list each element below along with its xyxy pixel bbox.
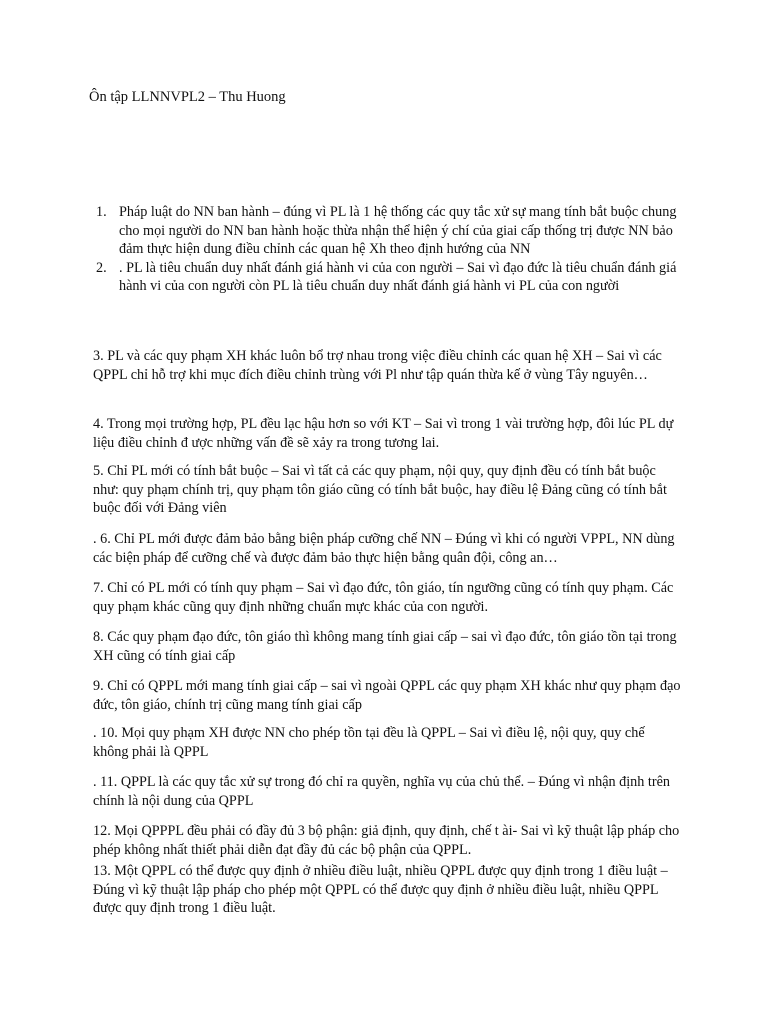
paragraph-9: 9. Chỉ có QPPL mới mang tính giai cấp – sai vì ngoài QPPL các quy phạm XH khác như quy phạm đạo đức, tôn giáo, chính trị cũng mang tính giai cấp bbox=[93, 678, 681, 713]
paragraph-8: 8. Các quy phạm đạo đức, tôn giáo thì không mang tính giai cấp – sai vì đạo đức, tôn giáo tồn tại trong XH cũng có tính giai cấp bbox=[93, 629, 677, 664]
paragraph-12: 12. Mọi QPPPL đều phải có đầy đủ 3 bộ phận: giả định, quy định, chế t ài- Sai vì kỹ thuật lập pháp cho phép không nhất thiết phải diễn đạt đầy đủ các bộ phận của QPPL. bbox=[93, 823, 680, 858]
paragraph-10: . 10. Mọi quy phạm XH được NN cho phép tồn tại đều là QPPL – Sai vì điều lệ, nội quy, quy chế không phải là QPPL bbox=[93, 725, 645, 760]
list-item-number: 1. bbox=[96, 204, 107, 220]
list-item bbox=[96, 259, 686, 296]
numbered-list bbox=[96, 203, 686, 296]
paragraph-13: 13. Một QPPL có thể được quy định ở nhiều điều luật, nhiều QPPL được quy định trong 1 điều luật – Đúng vì kỹ thuật lập pháp cho phép một QPPL có thể được quy định ở nhiều điều luật, nhiều QPPL được quy định trong 1 điều luật. bbox=[93, 863, 668, 917]
paragraph-3: 3. PL và các quy phạm XH khác luôn bổ trợ nhau trong việc điều chỉnh các quan hệ XH – Sai vì các QPPL chỉ hỗ trợ khi mục đích điều chỉnh trùng với Pl như tập quán thừa kế ở vùng Tây nguyên… bbox=[93, 348, 662, 383]
list-item-text: Pháp luật do NN ban hành – đúng vì PL là 1 hệ thống các quy tắc xử sự mang tính bắt buộc chung cho mọi người do NN ban hành hoặc thừa nhận thể hiện ý chí của giai cấp thống trị được NN bảo đảm thực hiện dung điều chỉnh các quan hệ Xh theo định hướng của NN bbox=[119, 204, 677, 258]
document-title: Ôn tập LLNNVPL2 – Thu Huong bbox=[89, 89, 286, 105]
paragraph-7: 7. Chỉ có PL mới có tính quy phạm – Sai vì đạo đức, tôn giáo, tín ngưỡng cũng có tính quy phạm. Các quy phạm khác cũng quy định những chuẩn mực khác của con người. bbox=[93, 580, 674, 615]
list-item-number: 2. bbox=[96, 259, 107, 276]
list-item-text: . PL là tiêu chuẩn duy nhất đánh giá hành vi của con người – Sai vì đạo đức là tiêu chuẩn đánh giá hành vi của con người còn PL là tiêu chuẩn duy nhất đánh giá hành vi PL của con người bbox=[119, 259, 677, 295]
paragraph-6: . 6. Chỉ PL mới được đảm bảo bằng biện pháp cưỡng chế NN – Đúng vì khi có người VPPL, NN dùng các biện pháp để cưỡng chế và được đảm bảo thực hiện bằng quân đội, công an… bbox=[93, 531, 675, 566]
paragraph-4: 4. Trong mọi trường hợp, PL đều lạc hậu hơn so với KT – Sai vì trong 1 vài trường hợp, đôi lúc PL dự liệu điều chỉnh đ ược những vấn đề sẽ xảy ra trong tương lai. bbox=[93, 416, 674, 451]
list-item bbox=[96, 203, 686, 259]
paragraph-11: . 11. QPPL là các quy tắc xử sự trong đó chỉ ra quyền, nghĩa vụ của chủ thể. – Đúng vì nhận định trên chính là nội dung của QPPL bbox=[93, 774, 670, 809]
paragraph-5: 5. Chỉ PL mới có tính bắt buộc – Sai vì tất cả các quy phạm, nội quy, quy định đều có tính bắt buộc như: quy phạm chính trị, quy phạm tôn giáo cũng có tính bắt buộc, hay điều lệ Đảng cũng có tính bắt buộc đối với Đảng viên bbox=[93, 463, 667, 517]
